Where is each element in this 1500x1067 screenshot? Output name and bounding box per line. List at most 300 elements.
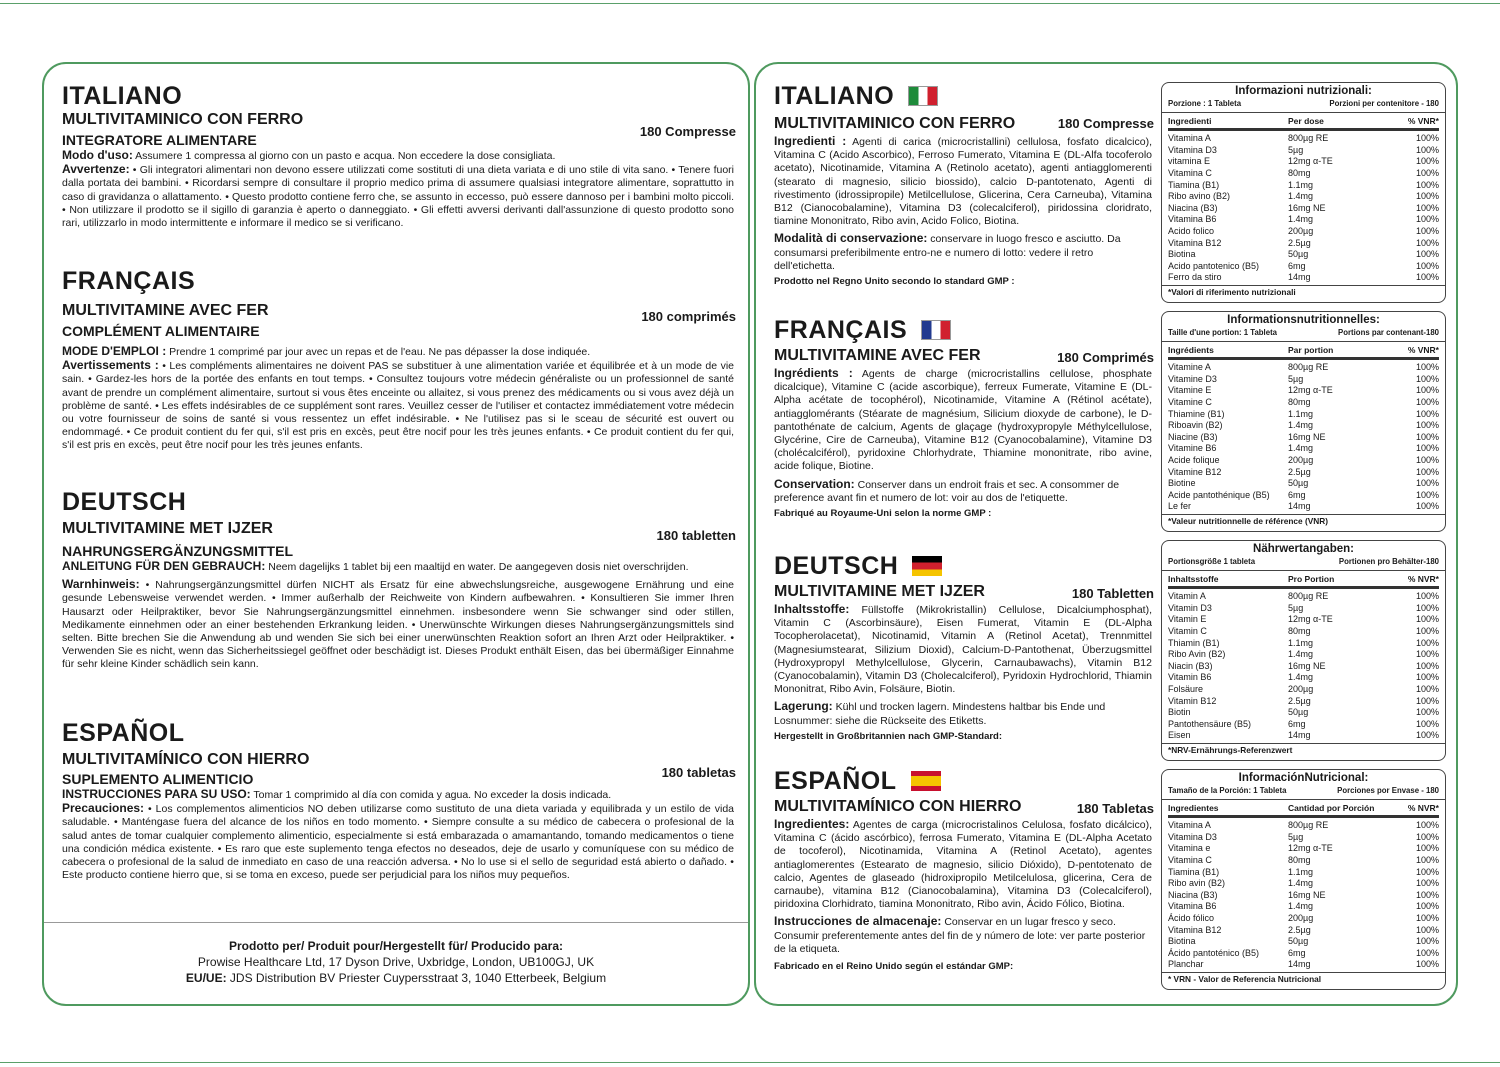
header-amount: Per dose	[1288, 115, 1324, 126]
eu-label: EU/UE:	[185, 971, 227, 985]
table-row	[1168, 936, 1439, 948]
nutrient-amount: 1.4mg	[1288, 214, 1314, 225]
table-row	[1168, 603, 1439, 615]
nutrient-name: Vitamine B12	[1168, 466, 1222, 477]
nutrient-name: Vitamina A	[1168, 820, 1211, 831]
nutrient-name: Biotina	[1168, 936, 1196, 947]
gmp-statement: Fabricado en el Reino Unido según el estándar GMP:	[774, 961, 1014, 973]
nutrient-amount: 6mg	[1288, 947, 1306, 958]
italy-flag-icon	[908, 86, 938, 106]
nutrition-table-french	[1161, 311, 1446, 532]
nutrient-nrv: 100%	[1415, 396, 1439, 407]
nutrient-nrv: 100%	[1415, 478, 1439, 489]
nutrient-nrv: 100%	[1415, 489, 1439, 500]
nutrient-name: Vitamin B6	[1168, 672, 1212, 683]
nutrition-table-german	[1161, 540, 1446, 761]
nutrient-amount: 6mg	[1288, 260, 1306, 271]
product-subtitle: SUPLEMENTO ALIMENTICIO	[62, 771, 254, 787]
nutrient-amount: 80mg	[1288, 167, 1311, 178]
nutrient-nrv: 100%	[1415, 408, 1439, 419]
ingredients-label: Ingrédients :	[774, 366, 853, 380]
nutrient-name: Vitamina B6	[1168, 214, 1217, 225]
language-name: DEUTSCH	[774, 552, 899, 580]
table-row	[1168, 420, 1439, 432]
table-title: Informazioni nutrizionali:	[1235, 85, 1372, 97]
table-footnote: *Valeur nutritionnelle de référence (VNR)	[1168, 515, 1328, 526]
warnings-text	[62, 359, 734, 452]
usage-body: Neem dagelijks 1 tablet bij een maaltijd en water. De aangegeven dosis niet overschrijden.	[265, 561, 689, 573]
table-row	[1168, 878, 1439, 890]
nutrient-amount: 50µg	[1288, 478, 1309, 489]
nutrient-nrv: 100%	[1415, 695, 1439, 706]
table-row	[1168, 362, 1439, 374]
table-rows	[1162, 360, 1445, 515]
usage-body: Prendre 1 comprimé par jour avec un repas et de l'eau. Ne pas dépasser la dose indiquée.	[166, 346, 591, 358]
table-header	[1168, 342, 1439, 361]
nutrient-nrv: 100%	[1415, 191, 1439, 202]
nutrient-nrv: 100%	[1415, 385, 1439, 396]
nutrient-amount: 1.4mg	[1288, 649, 1314, 660]
nutrient-name: Biotin	[1168, 707, 1191, 718]
header-amount: Cantidad por Porción	[1288, 802, 1375, 813]
section-deutsch	[62, 488, 734, 672]
nutrient-amount: 1.4mg	[1288, 878, 1314, 889]
nutrient-name: Vitamina A	[1168, 133, 1211, 144]
nutrient-name: Niacin (B3)	[1168, 660, 1213, 671]
serving-size: Portionsgröße 1 tableta	[1168, 557, 1256, 566]
table-header	[1168, 800, 1439, 819]
table-row	[1168, 226, 1439, 238]
servings-per-container: Portionen pro Behälter-180	[1338, 557, 1439, 566]
warnings-label: Warnhinweis:	[62, 577, 140, 592]
nutrient-name: Biotine	[1168, 478, 1196, 489]
nutrient-amount: 50µg	[1288, 249, 1309, 260]
ingredients-body: Agentes de carga (microcristalinos Celulosa, fosfato dicálcico), Vitamina C (ácido ascórbico), ferrosa Fumerato, Vitamina E (DL-Alpha Acetato de tocoferol), Nicotinamida, Vitamina A (Retinol Acetato), agentes antiaglomerentes (Estearato de magnesio, silicio Dióxido), D-pentotenato de calcio, Agentes de glaseado (hidroxipropilo Metilcelulosa, glicerina, Cera de carnaube), vitamina B12 (Cianocobalamina), Vitamina D3 (Colecalciferol), piridoxina Clorhidrato, tiamina Mononitrato, Ribo avin, Ácido Fólico, Biotina.	[774, 819, 1152, 911]
nutrient-nrv: 100%	[1415, 866, 1439, 877]
table-row	[1168, 959, 1439, 971]
table-footnote: *NRV-Ernährungs-Referenzwert	[1168, 744, 1293, 755]
table-row	[1168, 855, 1439, 867]
nutrient-nrv: 100%	[1415, 843, 1439, 854]
usage-label: ANLEITUNG FÜR DEN GEBRAUCH:	[62, 559, 266, 573]
nutrient-amount: 800µg RE	[1288, 591, 1329, 602]
nutrient-nrv: 100%	[1415, 718, 1439, 729]
usage-text	[62, 788, 734, 802]
table-row	[1168, 409, 1439, 421]
eu-address: JDS Distribution BV Priester Cuypersstraat 3, 1040 Etterbeek, Belgium	[226, 971, 607, 985]
nutrient-amount: 16mg NE	[1288, 660, 1326, 671]
table-row	[1168, 890, 1439, 902]
table-row	[1168, 467, 1439, 479]
nutrient-amount: 1.4mg	[1288, 672, 1314, 683]
made-for-label: Prodotto per/ Produit pour/Hergestellt für/ Producido para:	[228, 939, 563, 953]
table-row	[1168, 684, 1439, 696]
nutrient-name: Vitamina B12	[1168, 237, 1222, 248]
usage-body: Assumere 1 compressa al giorno con un pasto e acqua. Non eccedere la dose consigliata.	[132, 150, 556, 162]
nutrient-amount: 14mg	[1288, 272, 1311, 283]
nutrient-amount: 200µg	[1288, 683, 1314, 694]
serving-info	[1162, 785, 1445, 800]
table-row	[1168, 696, 1439, 708]
nutrient-name: Thiamine (B1)	[1168, 408, 1225, 419]
ingredients-body: Füllstoffe (Mikrokristallin) Cellulose, Dicalciumphosphat), Vitamin C (Ascorbinsäure), Eisen Fumerat, Vitamin E (DL-Alpha Tocopherolacetat), Nicotinamid, Vitamin A (Retinol Acetat), Trennmittel (Magnesiumstearat, Silizium Dioxid), Calcium-D-Pantothenat, Überzugsmittel (Hydroxypropyl Methylcellulose, Glycerin, Carnaubawachs), Vitamin B12 (Cyanocobalamin), Vitamin D3 (Cholecalciferol), Pyridoxin Hydrochlorid, Thiamin Mononitrat, Ribo Avin, Folsäure, Biotin.	[774, 604, 1152, 696]
nutrient-amount: 1.4mg	[1288, 191, 1314, 202]
nutrient-amount: 2.5µg	[1288, 695, 1311, 706]
table-row	[1168, 478, 1439, 490]
germany-flag-icon	[912, 556, 942, 576]
table-row	[1168, 614, 1439, 626]
table-row	[1168, 385, 1439, 397]
table-title: Nährwertangaben:	[1253, 543, 1354, 555]
storage-text	[774, 232, 1152, 273]
nutrient-amount: 5µg	[1288, 144, 1304, 155]
usage-label: Modo d'uso:	[62, 148, 133, 162]
storage-label: Modalità di conservazione:	[774, 231, 928, 246]
nutrient-name: Vitamin D3	[1168, 602, 1212, 613]
nutrient-amount: 80mg	[1288, 625, 1311, 636]
usage-label: INSTRUCCIONES PARA SU USO:	[62, 787, 251, 801]
header-ingredient: Ingrédients	[1168, 344, 1214, 355]
nutrient-amount: 12mg α-TE	[1288, 385, 1333, 396]
nutrient-name: Biotina	[1168, 249, 1196, 260]
tablet-count: 180 Tabletten	[1071, 586, 1154, 601]
gmp-statement: Fabriqué au Royaume-Uni selon la norme GMP :	[774, 508, 992, 520]
nutrient-name: Vitamina C	[1168, 167, 1212, 178]
nutrient-amount: 12mg α-TE	[1288, 843, 1333, 854]
nutrient-nrv: 100%	[1415, 133, 1439, 144]
section-francais	[774, 316, 1152, 520]
nutrient-amount: 50µg	[1288, 707, 1309, 718]
bottom-trim-line	[0, 1062, 1500, 1063]
ingredients-label: Ingredienti :	[774, 134, 847, 148]
nutrition-table-spanish	[1161, 769, 1446, 990]
nutrient-name: Vitamina B6	[1168, 901, 1217, 912]
nutrient-name: Ribo avin (B2)	[1168, 878, 1226, 889]
language-heading: ITALIANO	[62, 82, 183, 110]
table-row	[1168, 672, 1439, 684]
table-title: InformaciónNutricional:	[1238, 772, 1369, 784]
nutrient-name: Le fer	[1168, 501, 1192, 512]
product-name: MULTIVITAMINE AVEC FER	[774, 347, 981, 364]
warnings-text	[62, 802, 734, 882]
nutrient-amount: 12mg α-TE	[1288, 156, 1333, 167]
nutrient-nrv: 100%	[1415, 260, 1439, 271]
nutrient-name: Ribo Avin (B2)	[1168, 649, 1226, 660]
nutrient-nrv: 100%	[1415, 947, 1439, 958]
eu-distributor	[44, 970, 748, 986]
footer-divider	[44, 922, 750, 923]
table-row	[1168, 443, 1439, 455]
nutrient-nrv: 100%	[1415, 602, 1439, 613]
nutrient-nrv: 100%	[1415, 431, 1439, 442]
france-flag-icon	[921, 320, 951, 340]
nutrient-name: Vitamine B6	[1168, 443, 1217, 454]
warnings-text	[62, 578, 734, 671]
gmp-statement: Prodotto nel Regno Unito secondo lo standard GMP :	[774, 276, 1015, 288]
product-name: MULTIVITAMINE AVEC FER	[62, 302, 269, 319]
product-subtitle: COMPLÉMENT ALIMENTAIRE	[62, 323, 260, 339]
table-row	[1168, 133, 1439, 145]
warnings-label: Avertissements :	[62, 358, 159, 373]
section-italiano	[774, 82, 1152, 288]
nutrient-amount: 16mg NE	[1288, 431, 1326, 442]
gmp-statement: Hergestellt in Großbritannien nach GMP-Standard:	[774, 730, 1003, 742]
serving-size: Tamaño de la Porción: 1 Tableta	[1168, 786, 1287, 795]
serving-info	[1162, 556, 1445, 571]
nutrient-amount: 1.1mg	[1288, 179, 1314, 190]
nutrient-name: Vitamina C	[1168, 854, 1212, 865]
table-row	[1168, 168, 1439, 180]
nutrient-name: Vitamine A	[1168, 362, 1211, 373]
tablet-count: 180 Compresse	[1057, 116, 1154, 131]
top-trim-line	[0, 3, 1500, 4]
language-name: ESPAÑOL	[774, 767, 897, 795]
warnings-label: Precauciones:	[62, 801, 145, 816]
ingredients-text	[774, 367, 1152, 474]
storage-label: Conservation:	[774, 476, 855, 491]
nutrient-amount: 5µg	[1288, 831, 1304, 842]
nutrient-name: Folsäure	[1168, 683, 1204, 694]
nutrient-nrv: 100%	[1415, 156, 1439, 167]
nutrient-name: Vitamin E	[1168, 614, 1207, 625]
warnings-body: • Los complementos alimenticios NO deben utilizarse como sustituto de una dieta variada y equilibrada y un estilo de vida saludable. • Manténgase fuera del alcance de los niños en todo momento. • Siempre consulte a su médico de cabecera o profesional de la salud antes de tomar cualquier complemento alimenticio, especialmente si está embarazada o amamantando, tomando medicamentos o tiene una condición médica existente. • Es raro que este suplemento tenga efectos no deseados, deje de usarlo y comuníquese con su médico de cabecera o profesional de la salud de inmediato en caso de una reacción adversa. • No lo use si el sello de seguridad está abierto o dañado. • Este producto contiene hierro que, si se toma en exceso, puede ser perjudicial para los niños muy pequeños.	[62, 803, 734, 882]
table-row	[1168, 591, 1439, 603]
nutrient-name: Vitamin B12	[1168, 695, 1217, 706]
table-row	[1168, 214, 1439, 226]
nutrient-amount: 1.4mg	[1288, 420, 1314, 431]
nutrient-name: Niacine (B3)	[1168, 431, 1218, 442]
ingredients-text	[774, 135, 1152, 228]
table-footnote: * VRN - Valor de Referencia Nutricional	[1168, 973, 1322, 984]
nutrient-nrv: 100%	[1415, 730, 1439, 741]
nutrient-nrv: 100%	[1415, 912, 1439, 923]
nutrient-nrv: 100%	[1415, 373, 1439, 384]
header-nrv: % VNR*	[1407, 115, 1439, 126]
nutrient-nrv: 100%	[1415, 820, 1439, 831]
nutrient-nrv: 100%	[1415, 614, 1439, 625]
table-row	[1168, 261, 1439, 273]
table-footnote: *Valori di riferimento nutrizionali	[1168, 286, 1296, 297]
nutrient-nrv: 100%	[1415, 272, 1439, 283]
table-row	[1168, 191, 1439, 203]
ingredients-body: Agents de charge (microcristallins cellulose, phosphate dicalcique), Vitamine C (acide ascorbique), ferreux Fumerate, Vitamine E (DL-Alpha acétate de tocophérol), Nicotinamide, Vitamine A (Rétinol acétate), antiagglomérants (Stéarate de magnésium, Silicium dioxyde de carbone), le D-pantothénate de calcium, Agents de glaçage (hydroxypropyle Méthylcellulose, Glycérine, Cire de Carneuba), Vitamine B12 (Cyanocobalamine), Vitamine D3 (cholécalciférol), pyridoxine Chlorhydrate, Thiamine mononitrate, ribo avine, acide folique, Biotine.	[774, 368, 1152, 473]
language-heading: DEUTSCH	[62, 488, 187, 516]
section-espanol	[774, 767, 1152, 973]
table-rows	[1162, 818, 1445, 973]
nutrient-nrv: 100%	[1415, 660, 1439, 671]
nutrient-amount: 2.5µg	[1288, 466, 1311, 477]
nutrient-nrv: 100%	[1415, 924, 1439, 935]
product-name: MULTIVITAMINE MET IJZER	[774, 583, 985, 600]
table-row	[1168, 180, 1439, 192]
table-rows	[1162, 589, 1445, 744]
language-name: FRANÇAIS	[774, 316, 908, 344]
nutrient-amount: 16mg NE	[1288, 202, 1326, 213]
nutrient-name: Vitamina B12	[1168, 924, 1222, 935]
nutrient-nrv: 100%	[1415, 167, 1439, 178]
nutrient-amount: 1.4mg	[1288, 443, 1314, 454]
nutrient-name: vitamina E	[1168, 156, 1211, 167]
table-row	[1168, 719, 1439, 731]
nutrient-amount: 14mg	[1288, 730, 1311, 741]
table-row	[1168, 832, 1439, 844]
nutrient-name: Acide folique	[1168, 454, 1220, 465]
ingredients-label: Ingredientes:	[774, 817, 850, 831]
nutrient-nrv: 100%	[1415, 443, 1439, 454]
table-row	[1168, 913, 1439, 925]
storage-body: Kühl und trocken lagern. Mindestens haltbar bis Ende und Losnummer: siehe die Rückseite des Etiketts.	[774, 701, 1106, 727]
nutrient-name: Ribo avino (B2)	[1168, 191, 1231, 202]
nutrient-nrv: 100%	[1415, 237, 1439, 248]
table-row	[1168, 867, 1439, 879]
serving-info	[1162, 327, 1445, 342]
nutrient-amount: 1.1mg	[1288, 637, 1314, 648]
nutrient-name: Vitamine E	[1168, 385, 1212, 396]
table-row	[1168, 238, 1439, 250]
usage-text	[62, 560, 734, 574]
nutrient-name: Vitamine D3	[1168, 373, 1217, 384]
storage-text	[774, 915, 1152, 956]
nutrient-name: Acido pantotenico (B5)	[1168, 260, 1260, 271]
nutrient-nrv: 100%	[1415, 707, 1439, 718]
header-amount: Pro Portion	[1288, 573, 1335, 584]
nutrient-amount: 5µg	[1288, 373, 1304, 384]
warnings-body: • Gli integratori alimentari non devono essere utilizzati come sostituti di una dieta variata e di uno stile di vita sano. • Tenere fuori dalla portata dei bambini. • Ricordarsi sempre di consultare il proprio medico prima di assumere qualsiasi integratore alimentare, soprattutto in caso di gravidanza o allattamento. • Questo prodotto contiene ferro che, se assunto in eccesso, può essere dannoso per i bambini molto piccoli. • Non utilizzare il prodotto se il sigillo di garanzia è aperto o danneggiato. • Gli effetti avversi derivanti dall'assunzione di questo prodotto sono rari, utilizzarlo in modo intermittente e informare il medico se si verificano.	[62, 164, 734, 230]
manufacturer-footer	[44, 938, 748, 986]
table-row	[1168, 156, 1439, 168]
nutrient-name: Tiamina (B1)	[1168, 866, 1220, 877]
servings-per-container: Portions par contenant-180	[1338, 328, 1439, 337]
nutrient-amount: 12mg α-TE	[1288, 614, 1333, 625]
table-row	[1168, 707, 1439, 719]
usage-text	[62, 149, 734, 163]
table-row	[1168, 203, 1439, 215]
storage-label: Lagerung:	[774, 699, 833, 714]
storage-body: Conservar en un lugar fresco y seco. Consumir preferentemente antes del fin de y número de lote: ver parte posterior de la etiqueta.	[774, 916, 1146, 955]
servings-per-container: Porciones por Envase - 180	[1337, 786, 1439, 795]
table-header	[1168, 571, 1439, 590]
manufacturer-address: Prowise Healthcare Ltd, 17 Dyson Drive, Uxbridge, London, UB100GJ, UK	[197, 955, 595, 969]
tablet-count: 180 comprimés	[641, 309, 736, 324]
nutrient-amount: 16mg NE	[1288, 889, 1326, 900]
nutrient-amount: 14mg	[1288, 959, 1311, 970]
table-row	[1168, 649, 1439, 661]
product-subtitle: INTEGRATORE ALIMENTARE	[62, 132, 257, 148]
table-row	[1168, 948, 1439, 960]
nutrient-name: Niacina (B3)	[1168, 202, 1218, 213]
nutrient-amount: 1.1mg	[1288, 408, 1314, 419]
table-row	[1168, 730, 1439, 742]
table-row	[1168, 501, 1439, 513]
serving-info	[1162, 98, 1445, 113]
section-italiano	[62, 82, 734, 230]
nutrient-nrv: 100%	[1415, 501, 1439, 512]
nutrient-nrv: 100%	[1415, 831, 1439, 842]
table-row	[1168, 432, 1439, 444]
nutrient-name: Ácido pantoténico (B5)	[1168, 947, 1260, 958]
storage-text	[774, 478, 1152, 505]
nutrient-nrv: 100%	[1415, 683, 1439, 694]
warnings-body: • Les compléments alimentaires ne doivent PAS se substituer à une alimentation variée et équilibrée et à un mode de vie sain. • Gardez-les hors de la portée des enfants en tout temps. • Consultez toujours votre médecin généraliste ou un professionnel de santé avant de prendre un complément alimentaire, surtout si vous êtes enceinte ou allaitez, si vous prenez des médicaments ou si vous avez déjà un problème de santé. • Les effets indésirables de ce supplément sont rares. Veuillez cesser de l'utiliser et contactez immédiatement votre médecin ou votre fournisseur de soins de santé si vous ressentez un effet indésirable. • Ne l'utilisez pas si le sceau de sécurité est ouvert ou endommagé. • Ce produit contient du fer qui, s'il est pris en excès, peut être nocif pour les très jeunes enfants. • Ce produit contient du fer qui, s'il est pris en excès, peut être nocif pour les très jeunes enfants.	[62, 360, 734, 452]
nutrient-name: Acido folico	[1168, 225, 1215, 236]
tablet-count: 180 Comprimés	[1057, 350, 1154, 365]
table-rows	[1162, 131, 1445, 286]
nutrient-name: Vitamin C	[1168, 625, 1207, 636]
usage-label: MODE D'EMPLOI :	[62, 344, 167, 358]
spain-flag-icon	[911, 771, 941, 791]
nutrient-name: Vitamina D3	[1168, 831, 1217, 842]
language-heading: ESPAÑOL	[62, 719, 185, 747]
nutrient-nrv: 100%	[1415, 637, 1439, 648]
nutrient-nrv: 100%	[1415, 672, 1439, 683]
product-name: MULTIVITAMÍNICO CON HIERRO	[62, 751, 310, 768]
nutrient-amount: 200µg	[1288, 454, 1314, 465]
nutrient-nrv: 100%	[1415, 249, 1439, 260]
language-heading	[774, 316, 1152, 344]
nutrient-nrv: 100%	[1415, 901, 1439, 912]
ingredients-text	[774, 603, 1152, 696]
tablet-count: 180 tabletas	[661, 765, 736, 780]
nutrient-nrv: 100%	[1415, 454, 1439, 465]
section-francais	[62, 267, 734, 453]
nutrient-name: Acide pantothénique (B5)	[1168, 489, 1270, 500]
table-row	[1168, 272, 1439, 284]
table-row	[1168, 638, 1439, 650]
serving-size: Taille d'une portion: 1 Tableta	[1168, 328, 1277, 337]
nutrient-amount: 200µg	[1288, 225, 1314, 236]
nutrient-nrv: 100%	[1415, 420, 1439, 431]
ingredients-text	[774, 818, 1152, 911]
section-espanol	[62, 719, 734, 882]
product-name: MULTIVITAMINE MET IJZER	[62, 520, 273, 537]
product-subtitle: NAHRUNGSERGÄNZUNGSMITTEL	[62, 543, 293, 559]
nutrient-amount: 800µg RE	[1288, 133, 1329, 144]
nutrient-nrv: 100%	[1415, 202, 1439, 213]
nutrient-amount: 5µg	[1288, 602, 1304, 613]
nutrient-nrv: 100%	[1415, 936, 1439, 947]
nutrient-amount: 6mg	[1288, 489, 1306, 500]
table-row	[1168, 145, 1439, 157]
table-row	[1168, 925, 1439, 937]
language-name: ITALIANO	[774, 82, 895, 110]
header-nrv: % NVR*	[1407, 802, 1439, 813]
nutrient-nrv: 100%	[1415, 144, 1439, 155]
table-row	[1168, 820, 1439, 832]
nutrient-nrv: 100%	[1415, 179, 1439, 190]
nutrient-amount: 200µg	[1288, 912, 1314, 923]
language-heading	[774, 552, 1152, 580]
nutrient-amount: 6mg	[1288, 718, 1306, 729]
nutrient-amount: 2.5µg	[1288, 237, 1311, 248]
header-ingredient: Ingredientes	[1168, 802, 1219, 813]
nutrient-name: Planchar	[1168, 959, 1204, 970]
nutrient-amount: 800µg RE	[1288, 820, 1329, 831]
nutrient-nrv: 100%	[1415, 362, 1439, 373]
nutrient-name: Vitamina e	[1168, 843, 1211, 854]
table-row	[1168, 397, 1439, 409]
nutrient-name: Thiamin (B1)	[1168, 637, 1220, 648]
product-name: MULTIVITAMINICO CON FERRO	[774, 115, 1016, 132]
warnings-label: Avvertenze:	[62, 162, 130, 177]
nutrient-nrv: 100%	[1415, 625, 1439, 636]
nutrient-name: Pantothensäure (B5)	[1168, 718, 1252, 729]
nutrient-nrv: 100%	[1415, 854, 1439, 865]
nutrient-amount: 80mg	[1288, 396, 1311, 407]
usage-text	[62, 345, 734, 359]
nutrient-amount: 80mg	[1288, 854, 1311, 865]
nutrient-name: Vitamin A	[1168, 591, 1206, 602]
table-row	[1168, 626, 1439, 638]
